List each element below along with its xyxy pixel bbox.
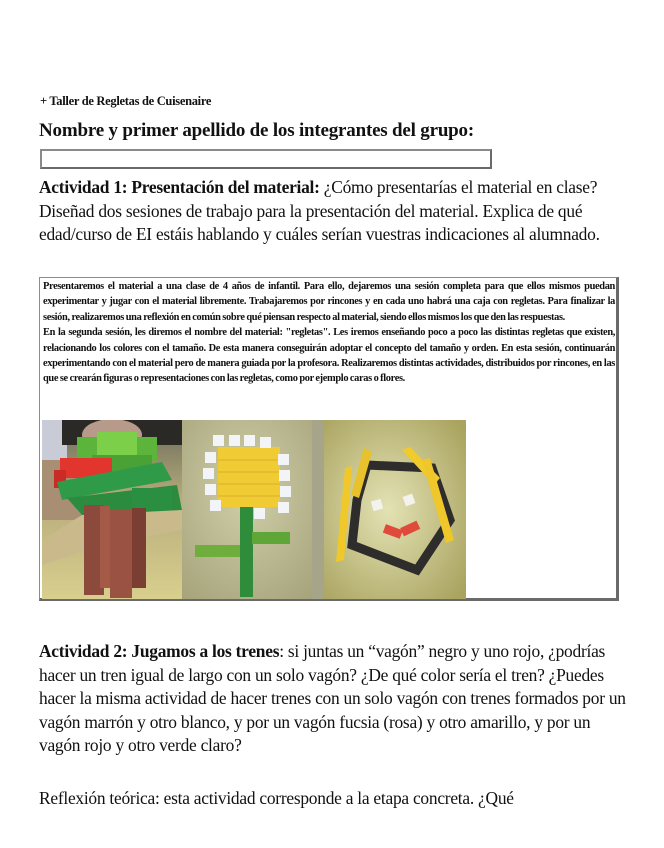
workshop-title: + Taller de Regletas de Cuisenaire: [40, 94, 212, 108]
answer-paragraph-1: Presentaremos el material a una clase de 4 años de infantil. Para ello, dejaremos una sesión completa para que ellos mismos puedan experimentar y jugar con el material libremente. Trabajaremos por rincones y en cada uno habrá una caja con regletas. Para finalizar la sesión, realizaremos una reflexión en común sobre qué piensan respecto al material, siendo ellos mismos los que den las respuestas.: [43, 281, 615, 323]
activity-2-title: Actividad 2: Jugamos a los trenes: [39, 641, 280, 661]
activity-1-question: ¿Cómo presentarías el material en clase? Diseñad dos sesiones de trabajo para la presentación del material. Explica de qué edad/curso de EI estáis hablando y cuáles serían vuestras indicaciones al alumnado.: [39, 177, 600, 244]
answer-paragraph-2: En la segunda sesión, les diremos el nombre del material: "regletas". Les iremos enseñando poco a poco las distintas regletas que existen, relacionando los colores con el tamaño. De esta manera conseguirán adoptar el concepto del tamaño y orden. En esta sesión, continuarán experimentando con el material pero de manera guiada por la profesora. Realizaremos distintas actividades, distribuidos por rincones, en las que se crearán figuras o representaciones con las regletas, como por ejemplo caras o flores.: [43, 327, 615, 385]
activity-1-title: Actividad 1: Presentación del material:: [39, 177, 320, 197]
activity-1-prompt: [39, 176, 629, 247]
photo-face-figure: [312, 420, 466, 599]
activity-1-answer-box[interactable]: [39, 277, 619, 601]
answer-text[interactable]: [43, 279, 615, 387]
activity-2-question: : si juntas un “vagón” negro y uno rojo, ¿podrías hacer un tren igual de largo con un solo vagón? ¿De qué color sería el tren? ¿Puedes hacer la misma actividad de hacer trenes con un solo vagón con trenes formados por un vagón marrón y otro blanco, y por un vagón fucsia (rosa) y otro amarillo, y por un vagón rojo y otro verde claro?: [39, 641, 626, 756]
photo-flower-figure: [182, 420, 312, 599]
group-names-heading: Nombre y primer apellido de los integrantes del grupo:: [39, 120, 474, 141]
photo-tree-figure: [42, 420, 182, 599]
group-names-field[interactable]: [40, 149, 492, 169]
theoretical-reflection: Reflexión teórica: esta actividad corresponde a la etapa concreta. ¿Qué: [39, 788, 514, 808]
activity-2-prompt: [39, 640, 629, 758]
